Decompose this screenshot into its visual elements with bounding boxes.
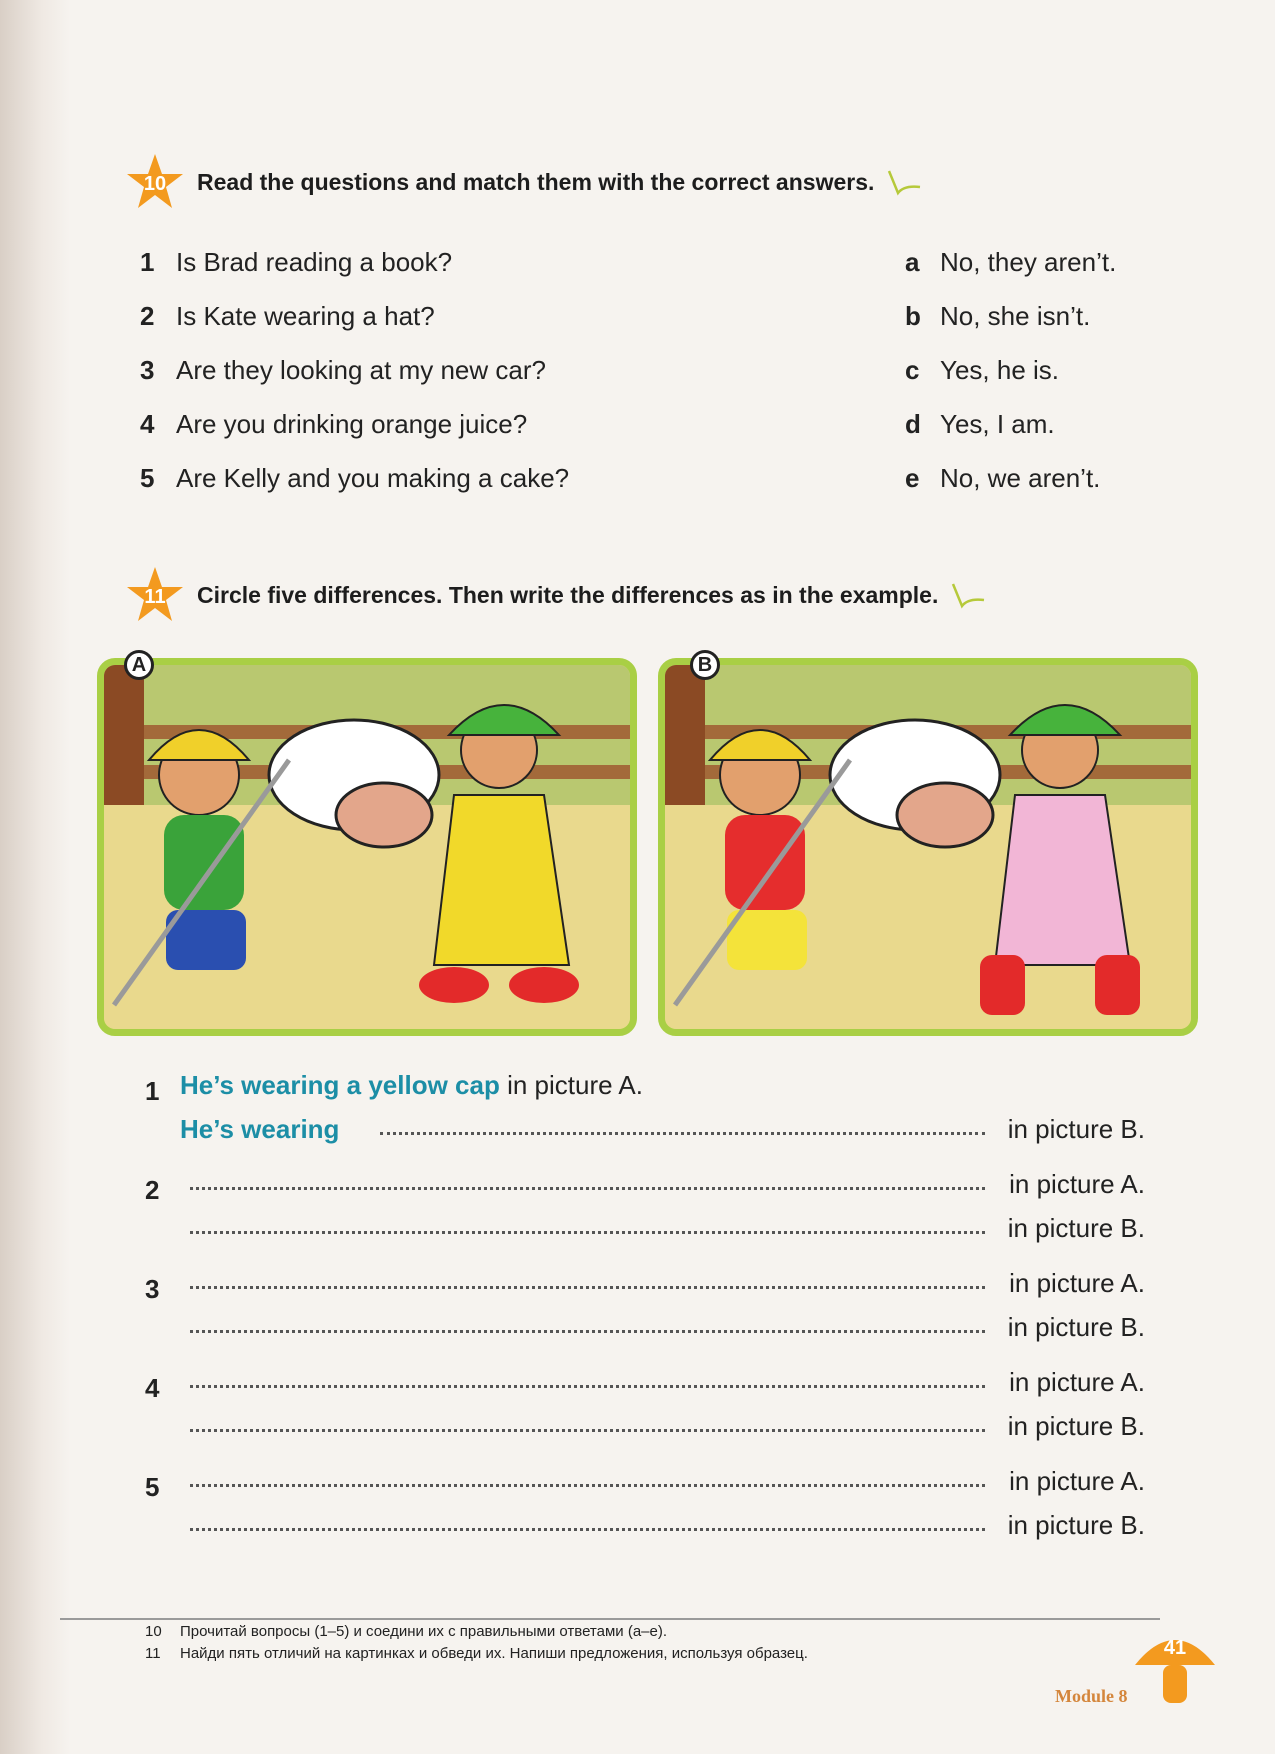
task-11-header [125,565,988,625]
answer-line-b [145,1312,1145,1356]
line-suffix: in picture B. [1007,1213,1145,1243]
answer-line-a [145,1169,1145,1213]
question-number: 1 [140,247,155,277]
answer-blank[interactable] [190,1429,985,1432]
page-number: 41 [1163,1637,1187,1659]
item-number: 1 [145,1076,160,1106]
match-row [140,355,1150,409]
footer-text: Найди пять отличий на картинках и обведи их. Напиши предложения, используя образец. [180,1645,808,1662]
differences-writing-area [145,1070,1145,1554]
picture-a-label: A [124,650,154,680]
picture-b[interactable] [658,658,1198,1036]
answer-line-a [145,1466,1145,1510]
item-number: 5 [145,1472,160,1502]
answer-text: Yes, I am. [940,409,1055,439]
line-suffix: in picture B. [1007,1312,1145,1342]
task-11-title: Circle five differences. Then write the differences as in the example. [197,581,939,608]
page-number-badge [1130,1620,1220,1715]
match-row [140,463,1150,517]
answer-blank[interactable] [190,1187,985,1190]
answer-letter: b [905,301,921,331]
answer-text: Yes, he is. [940,355,1060,385]
answer-line-b [145,1510,1145,1554]
footer-instruction-10 [145,1623,667,1640]
line-suffix: in picture A. [1009,1367,1145,1397]
answer-text: No, we aren’t. [940,463,1101,493]
answer-line-a [145,1367,1145,1411]
task-11-number: 11 [144,585,166,608]
task-10-star-icon [125,152,185,212]
answer-blank[interactable] [190,1231,985,1234]
match-row [140,409,1150,463]
line-suffix: in picture A. [1009,1169,1145,1199]
task-10-matching [140,247,1150,517]
answer-line-b [145,1213,1145,1257]
question-text: Are Kelly and you making a cake? [176,463,570,493]
example-suffix: in picture A. [507,1070,643,1100]
task-11-star-icon [125,565,185,625]
question-number: 5 [140,463,155,493]
answer-blank[interactable] [190,1385,985,1388]
question-text: Is Brad reading a book? [176,247,453,277]
task-10-header [125,152,924,212]
answer-letter: d [905,409,921,439]
example-line-a [145,1070,1145,1114]
farm-scene-illustration-a [104,665,630,1029]
item-number: 2 [145,1175,160,1205]
question-number: 2 [140,301,155,331]
line-suffix: in picture B. [1007,1114,1145,1144]
question-number: 4 [140,409,155,439]
answer-blank[interactable] [190,1330,985,1333]
line-suffix: in picture B. [1007,1510,1145,1540]
item-number: 4 [145,1373,160,1403]
line-suffix: in picture B. [1007,1411,1145,1441]
picture-a[interactable] [97,658,637,1036]
line-suffix: in picture A. [1009,1466,1145,1496]
example-line-b [145,1114,1145,1158]
example-start-b: He’s wearing [180,1114,340,1144]
footer-divider [60,1618,1160,1620]
task-10-title: Read the questions and match them with the correct answers. [197,168,875,195]
answer-line-b [145,1411,1145,1455]
question-text: Is Kate wearing a hat? [176,301,435,331]
mushroom-icon [1130,1620,1220,1710]
answer-letter: a [905,247,920,277]
pencil-icon [884,167,924,197]
footer-instruction-11 [145,1645,808,1662]
answer-blank[interactable] [380,1132,985,1135]
footer-number: 10 [145,1623,162,1640]
match-row [140,301,1150,355]
module-label: Module 8 [1055,1686,1128,1706]
question-text: Are you drinking orange juice? [176,409,528,439]
example-text: He’s wearing a yellow cap [180,1070,500,1100]
answer-line-a [145,1268,1145,1312]
footer-text: Прочитай вопросы (1–5) и соедини их с правильными ответами (a–e). [180,1623,668,1640]
answer-letter: e [905,463,920,493]
answer-text: No, she isn’t. [940,301,1091,331]
picture-b-label: B [690,650,720,680]
pencil-icon [948,580,988,610]
answer-blank[interactable] [190,1484,985,1487]
answer-letter: c [905,355,920,385]
item-number: 3 [145,1274,160,1304]
answer-blank[interactable] [190,1528,985,1531]
question-number: 3 [140,355,155,385]
farm-scene-illustration-b [665,665,1191,1029]
footer-number: 11 [145,1645,161,1662]
answer-text: No, they aren’t. [940,247,1117,277]
line-suffix: in picture A. [1009,1268,1145,1298]
task-10-number: 10 [143,172,167,195]
match-row [140,247,1150,301]
question-text: Are they looking at my new car? [176,355,546,385]
answer-blank[interactable] [190,1286,985,1289]
